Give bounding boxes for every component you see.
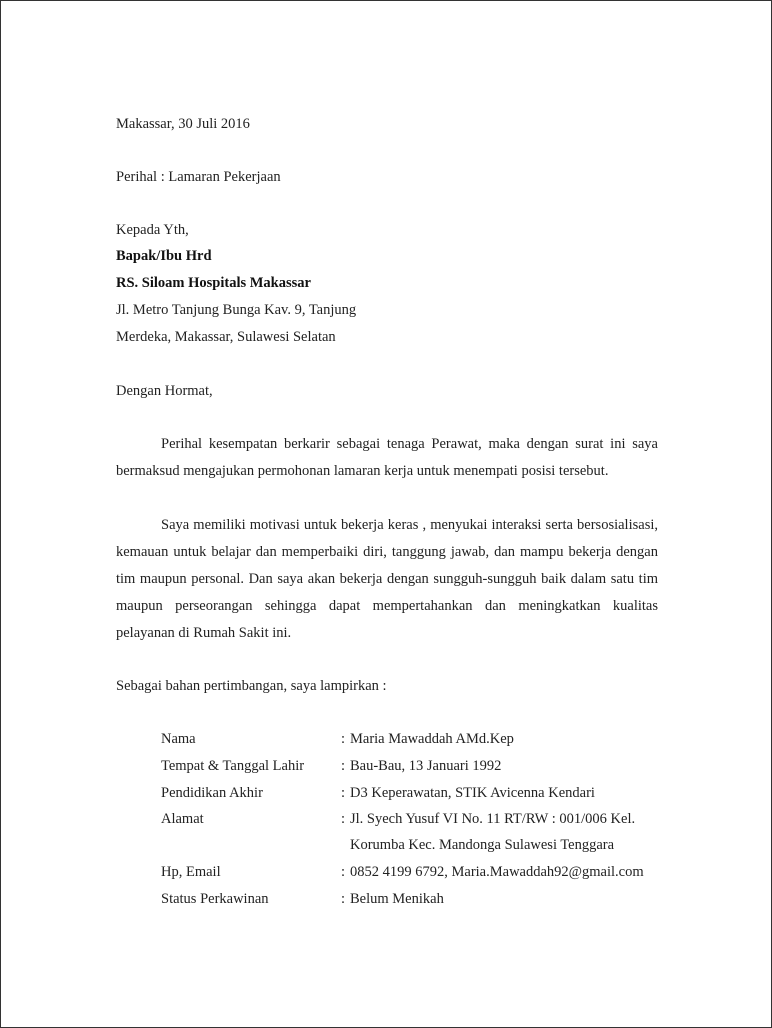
subject-line: Perihal : Lamaran Pekerjaan [116, 169, 281, 185]
salutation: Dengan Hormat, [116, 383, 213, 399]
detail-label: Alamat [161, 811, 204, 827]
detail-colon: : [341, 731, 346, 747]
paragraph-2: Saya memiliki motivasi untuk bekerja keras , menyukai interaksi serta bersosialisasi, kemauan untuk belajar dan memperbaiki diri, tanggung jawab, dan mampu bekerja dengan tim maupun personal. Dan saya akan bekerja dengan sungguh-sungguh baik dalam satu tim maupun perseorangan sehingga dapat mempertahankan dan meningkatkan kualitas pelayanan di Rumah Sakit ini. [116, 517, 658, 641]
recipient-address-line2: Merdeka, Makassar, Sulawesi Selatan [116, 329, 336, 345]
detail-value: D3 Keperawatan, STIK Avicenna Kendari [350, 785, 595, 801]
detail-label: Tempat & Tanggal Lahir [161, 758, 305, 774]
recipient-name: Bapak/Ibu Hrd [116, 248, 212, 264]
detail-label: Status Perkawinan [161, 891, 269, 907]
detail-colon: : [341, 891, 346, 907]
detail-value: Belum Menikah [350, 891, 444, 907]
recipient-greeting: Kepada Yth, [116, 222, 189, 238]
attachment-intro: Sebagai bahan pertimbangan, saya lampirkan : [116, 678, 387, 694]
detail-value: 0852 4199 6792, Maria.Mawaddah92@gmail.com [350, 864, 644, 880]
detail-value: Bau-Bau, 13 Januari 1992 [350, 758, 502, 774]
detail-label: Hp, Email [161, 864, 221, 880]
detail-colon: : [341, 864, 346, 880]
detail-colon: : [341, 785, 346, 801]
detail-label: Nama [161, 731, 196, 747]
detail-label: Pendidikan Akhir [161, 785, 263, 801]
detail-value: Jl. Syech Yusuf VI No. 11 RT/RW : 001/006 Kel. [350, 811, 636, 827]
detail-colon: : [341, 758, 346, 774]
paragraph-1: Perihal kesempatan berkarir sebagai tenaga Perawat, maka dengan surat ini saya bermaksud mengajukan permohonan lamaran kerja untuk menempati posisi tersebut. [116, 436, 658, 479]
detail-value-line2: Korumba Kec. Mandonga Sulawesi Tenggara [350, 837, 615, 853]
detail-value: Maria Mawaddah AMd.Kep [350, 731, 514, 747]
recipient-company: RS. Siloam Hospitals Makassar [116, 275, 311, 291]
recipient-address-line1: Jl. Metro Tanjung Bunga Kav. 9, Tanjung [116, 302, 357, 318]
detail-colon: : [341, 811, 346, 827]
place-date: Makassar, 30 Juli 2016 [116, 116, 250, 132]
